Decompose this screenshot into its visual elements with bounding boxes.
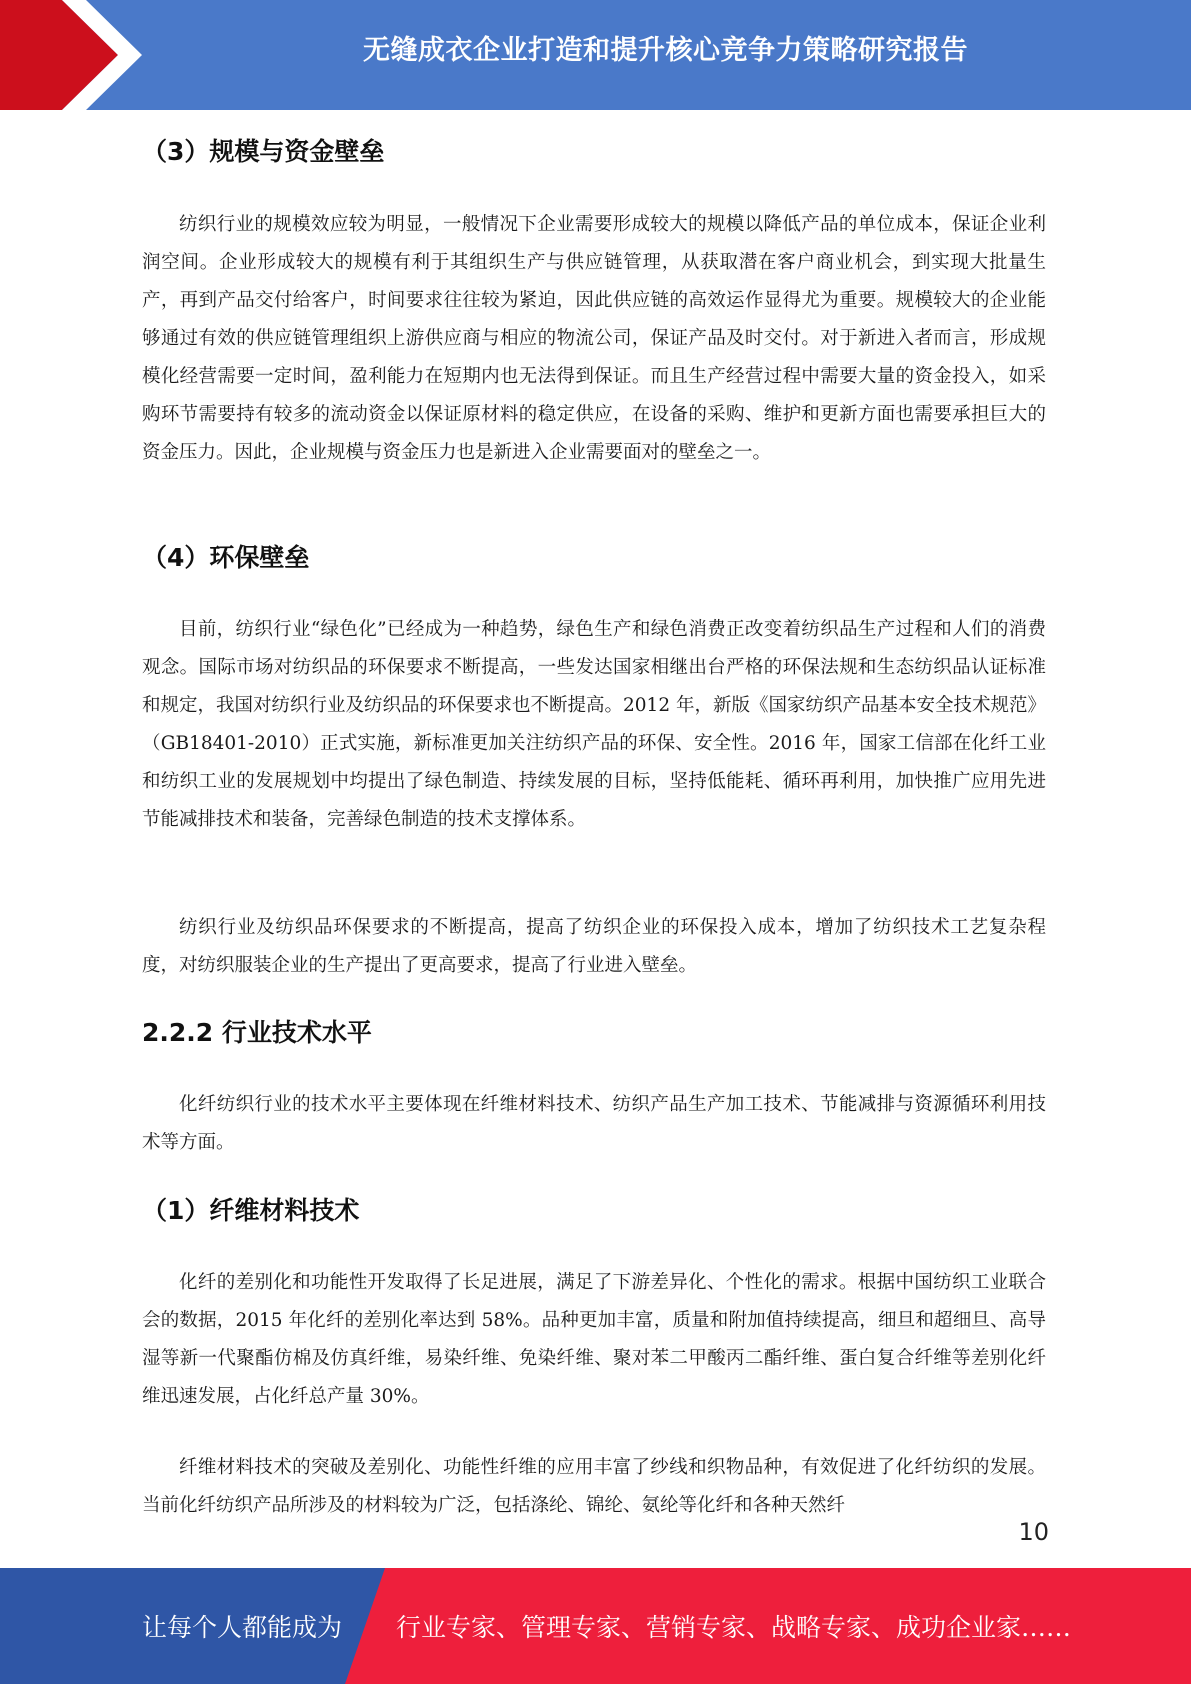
page-header [0, 0, 1191, 110]
heading-scale-barrier: （3）规模与资金壁垒 [142, 137, 385, 166]
report-title: 无缝成衣企业打造和提升核心竞争力策略研究报告 [363, 35, 968, 66]
heading-tech-level: 2.2.2 行业技术水平 [142, 1018, 372, 1047]
heading-environmental-barrier: （4）环保壁垒 [142, 543, 310, 572]
paragraph-scale-barrier: 纺织行业的规模效应较为明显，一般情况下企业需要形成较大的规模以降低产品的单位成本，保证企业利润空间。企业形成较大的规模有利于其组织生产与供应链管理，从获取潜在客户商业机会，到实现大批量生产，再到产品交付给客户，时间要求往往较为紧迫，因此供应链的高效运作显得尤为重要。规模较大的企业能够通过有效的供应链管理组织上游供应商与相应的物流公司，保证产品及时交付。对于新进入者而言，形成规模化经营需要一定时间，盈利能力在短期内也无法得到保证。而且生产经营过程中需要大量的资金投入，如采购环节需要持有较多的流动资金以保证原材料的稳定供应，在设备的采购、维护和更新方面也需要承担巨大的资金压力。因此，企业规模与资金压力也是新进入企业需要面对的壁垒之一。 [142, 214, 1046, 463]
paragraph-environmental-2: 纺织行业及纺织品环保要求的不断提高，提高了纺织企业的环保投入成本，增加了纺织技术工艺复杂程度，对纺织服装企业的生产提出了更高要求，提高了行业进入壁垒。 [142, 917, 1046, 976]
page-footer [0, 1568, 1191, 1684]
footer-slogan-right: 行业专家、管理专家、营销专家、战略专家、成功企业家…… [396, 1613, 1072, 1642]
paragraph-environmental-1: 目前，纺织行业“绿色化”已经成为一种趋势，绿色生产和绿色消费正改变着纺织品生产过程和人们的消费观念。国际市场对纺织品的环保要求不断提高，一些发达国家相继出台严格的环保法规和生态纺织品认证标准和规定，我国对纺织行业及纺织品的环保要求也不断提高。2012 年，新版《国家纺织产品基本安全技术规范》（GB18401-2010）正式实施，新标准更加关注纺织产品的环保、安全性。2016 年，国家工信部在化纤工业和纺织工业的发展规划中均提出了绿色制造、持续发展的目标，坚持低能耗、循环再利用，加快推广应用先进节能减排技术和装备，完善绿色制造的技术支撑体系。 [142, 619, 1046, 830]
paragraph-tech-level: 化纤纺织行业的技术水平主要体现在纤维材料技术、纺织产品生产加工技术、节能减排与资源循环利用技术等方面。 [142, 1094, 1046, 1153]
page-number: 10 [1018, 1518, 1049, 1546]
paragraph-fiber-tech-2: 纤维材料技术的突破及差别化、功能性纤维的应用丰富了纱线和织物品种，有效促进了化纤纺织的发展。当前化纤纺织产品所涉及的材料较为广泛，包括涤纶、锦纶、氨纶等化纤和各种天然纤 [142, 1457, 1046, 1516]
header-chevron-icon [0, 0, 160, 110]
heading-fiber-tech: （1）纤维材料技术 [142, 1196, 360, 1225]
footer-slogan-left: 让每个人都能成为 [142, 1613, 343, 1642]
paragraph-fiber-tech-1: 化纤的差别化和功能性开发取得了长足进展，满足了下游差异化、个性化的需求。根据中国纺织工业联合会的数据，2015 年化纤的差别化率达到 58%。品种更加丰富，质量和附加值持续提高，细旦和超细旦、高导湿等新一代聚酯仿棉及仿真纤维，易染纤维、免染纤维、聚对苯二甲酸丙二酯纤维、蛋白复合纤维等差别化纤维迅速发展，占化纤总产量 30%。 [142, 1272, 1046, 1407]
